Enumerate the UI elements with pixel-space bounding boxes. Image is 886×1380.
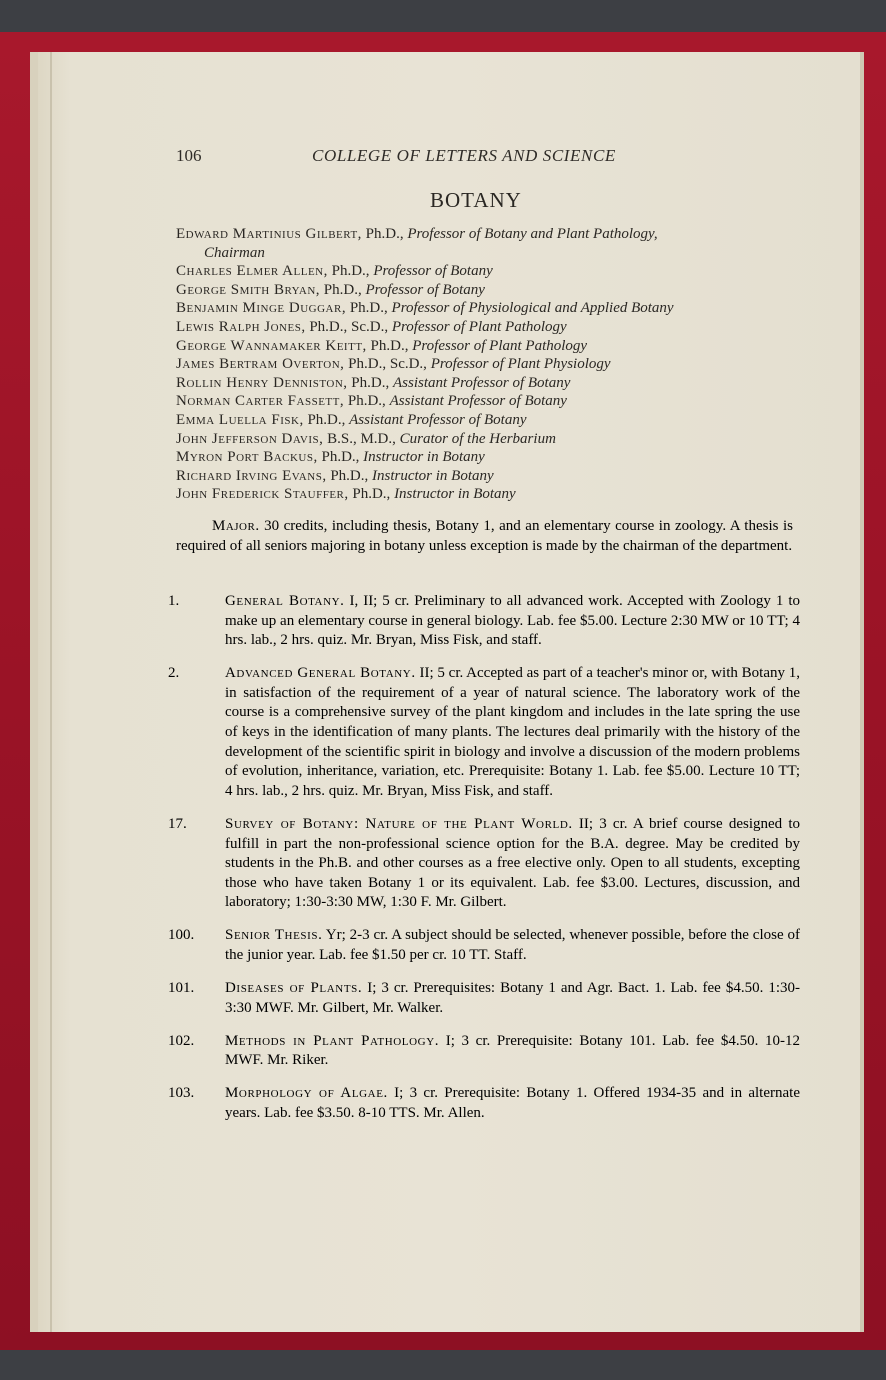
course-description xyxy=(225,979,800,1018)
faculty-entry xyxy=(176,355,796,374)
major-paragraph xyxy=(176,517,793,556)
faculty-title: Professor of Physiological and Applied Botany xyxy=(391,300,674,317)
course-number: 2. xyxy=(168,665,180,682)
faculty-entry xyxy=(176,337,796,356)
faculty-name: John Jefferson Davis, xyxy=(176,430,324,447)
faculty-entry xyxy=(176,299,796,318)
section-title: BOTANY xyxy=(430,188,522,212)
faculty-title: Professor of Botany xyxy=(373,263,493,280)
faculty-degree: Ph.D., xyxy=(348,486,395,503)
faculty-name: Norman Carter Fassett, xyxy=(176,393,345,410)
faculty-name: George Wannamaker Keitt, xyxy=(176,337,367,354)
course-text: I, II; 5 cr. Preliminary to all advanced work. Accepted with Zoology 1 to make up an elementary course in general biology. Lab. fee $5.00. Lecture 2:30 MW or 10 TT; 4 hrs. lab., 2 hrs. quiz. Mr. Bryan, Miss Fisk, and staff. xyxy=(225,593,800,649)
course-text: II; 3 cr. A brief course designed to fulfill in part the non-professional science option for the B.A. degree. May be credited by students in the Ph.B. and other courses as a free elective only. Open to all students, excepting those who have taken Botany 1 or its equivalent. Lab. fee $3.00. Lectures, discussion, and laboratory; 1:30-3:30 MW, 1:30 F. Mr. Gilbert. xyxy=(225,815,800,911)
course-name: Advanced General Botany. xyxy=(225,665,416,682)
faculty-entry xyxy=(176,318,796,337)
faculty-degree: Ph.D., xyxy=(326,467,373,484)
course-list xyxy=(168,592,800,1137)
course-name: Diseases of Plants. xyxy=(225,980,363,997)
faculty-title: Instructor in Botany xyxy=(394,486,516,503)
running-head xyxy=(176,146,666,168)
faculty-entry xyxy=(176,411,796,430)
faculty-degree: Ph.D., xyxy=(344,393,390,410)
course-entry xyxy=(168,979,800,1018)
faculty-title: Curator of the Herbarium xyxy=(399,430,556,447)
faculty-entry xyxy=(176,392,796,411)
course-number: 101. xyxy=(168,980,195,997)
faculty-degree: Ph.D., xyxy=(327,263,374,280)
major-text: 30 credits, including thesis, Botany 1, and an elementary course in zoology. A thesis is required of all seniors majoring in botany unless exception is made by the chairman of the department. xyxy=(176,518,793,554)
course-text: Yr; 2-3 cr. A subject should be selected, whenever possible, before the close of the junior year. Lab. fee $1.50 per cr. 10 TT. Staff. xyxy=(225,927,800,963)
course-number: 100. xyxy=(168,927,195,944)
running-head-title: COLLEGE OF LETTERS AND SCIENCE xyxy=(312,146,616,165)
course-description xyxy=(225,1032,800,1071)
faculty-name: George Smith Bryan, xyxy=(176,281,321,298)
faculty-title: Instructor in Botany xyxy=(372,467,494,484)
course-text: I; 3 cr. Prerequisites: Botany 1 and Agr. Bact. 1. Lab. fee $4.50. 1:30-3:30 MWF. Mr. Gilbert, Mr. Walker. xyxy=(225,980,800,1016)
faculty-entry xyxy=(176,448,796,467)
course-name: Senior Thesis. xyxy=(225,927,323,944)
faculty-name: James Bertram Overton, xyxy=(176,356,345,373)
faculty-name: Richard Irving Evans, xyxy=(176,467,327,484)
course-entry xyxy=(168,592,800,651)
faculty-degree: Ph.D., xyxy=(361,226,408,242)
faculty-list xyxy=(176,225,796,504)
faculty-name: John Frederick Stauffer, xyxy=(176,486,349,503)
faculty-degree: Ph.D., xyxy=(317,449,364,466)
course-entry xyxy=(168,815,800,913)
faculty-title: Assistant Professor of Botany xyxy=(392,374,571,391)
course-name: Morphology of Algae. xyxy=(225,1085,388,1102)
faculty-title-continuation: Chairman xyxy=(204,244,265,261)
faculty-title: Professor of Plant Pathology xyxy=(391,318,567,335)
faculty-name: Edward Martinius Gilbert, xyxy=(176,226,362,242)
faculty-title: Professor of Botany xyxy=(365,281,485,298)
faculty-name: Emma Luella Fisk, xyxy=(176,411,304,428)
course-entry xyxy=(168,1084,800,1123)
faculty-name: Myron Port Backus, xyxy=(176,449,318,466)
major-label: Major. xyxy=(212,518,260,534)
faculty-title: Professor of Plant Pathology xyxy=(412,337,588,354)
course-text: II; 5 cr. Accepted as part of a teacher's minor or, with Botany 1, in satisfaction of the requirement of a year of natural science. The laboratory work of the course is a comprehensive survey of the plant kingdom and includes in the late spring the use of keys in the identification of many plants. The lectures deal primarily with the history of the development of the scientific spirit in biology and involve a discussion of the modern problems of evolution, inheritance, variation, etc. Prerequisite: Botany 1. Lab. fee $5.00. Lecture 10 TT; 4 hrs. lab., 2 hrs. quiz. Mr. Bryan, Miss Fisk, and staff. xyxy=(225,665,800,799)
faculty-degree: Ph.D., xyxy=(346,300,392,317)
course-entry xyxy=(168,926,800,965)
faculty-entry xyxy=(176,281,796,300)
faculty-degree: Ph.D., xyxy=(320,281,366,298)
course-number: 102. xyxy=(168,1032,195,1049)
faculty-title: Assistant Professor of Botany xyxy=(389,393,567,410)
course-name: General Botany. xyxy=(225,593,345,609)
course-entry xyxy=(168,1032,800,1071)
course-description xyxy=(225,1084,800,1123)
course-number: 103. xyxy=(168,1085,195,1102)
faculty-degree: Ph.D., xyxy=(347,374,393,391)
faculty-degree: Ph.D., Sc.D., xyxy=(344,356,431,373)
course-description xyxy=(225,664,800,801)
faculty-title: Professor of Botany and Plant Pathology, xyxy=(407,226,658,242)
faculty-name: Charles Elmer Allen, xyxy=(176,263,328,280)
page-number: 106 xyxy=(176,146,202,165)
course-name: Survey of Botany: Nature of the Plant World. xyxy=(225,815,573,832)
faculty-entry xyxy=(176,374,796,393)
faculty-degree: Ph.D., Sc.D., xyxy=(305,318,392,335)
faculty-entry xyxy=(176,262,796,281)
faculty-name: Lewis Ralph Jones, xyxy=(176,318,306,335)
faculty-title: Instructor in Botany xyxy=(363,449,485,466)
course-description xyxy=(225,592,800,651)
faculty-name: Rollin Henry Denniston, xyxy=(176,374,348,391)
faculty-degree: Ph.D., xyxy=(366,337,413,354)
faculty-title: Professor of Plant Physiology xyxy=(430,356,611,373)
course-name: Methods in Plant Pathology. xyxy=(225,1032,440,1049)
course-entry xyxy=(168,664,800,801)
page-edge xyxy=(860,52,864,1332)
faculty-entry xyxy=(176,485,796,504)
faculty-title: Assistant Professor of Botany xyxy=(349,411,527,428)
faculty-entry xyxy=(176,225,796,244)
faculty-degree: B.S., M.D., xyxy=(323,430,400,447)
course-number: 17. xyxy=(168,815,187,832)
course-description xyxy=(225,815,800,913)
course-number: 1. xyxy=(168,593,180,609)
course-text: I; 3 cr. Prerequisite: Botany 101. Lab. fee $4.50. 10-12 MWF. Mr. Riker. xyxy=(225,1032,800,1069)
faculty-name: Benjamin Minge Duggar, xyxy=(176,300,347,317)
faculty-degree: Ph.D., xyxy=(303,411,350,428)
course-description xyxy=(225,926,800,965)
gutter-shadow xyxy=(50,52,52,1332)
faculty-entry xyxy=(176,430,796,449)
course-text: I; 3 cr. Prerequisite: Botany 1. Offered 1934-35 and in alternate years. Lab. fee $3.50. 8-10 TTS. Mr. Allen. xyxy=(225,1085,800,1122)
faculty-entry xyxy=(176,467,796,486)
